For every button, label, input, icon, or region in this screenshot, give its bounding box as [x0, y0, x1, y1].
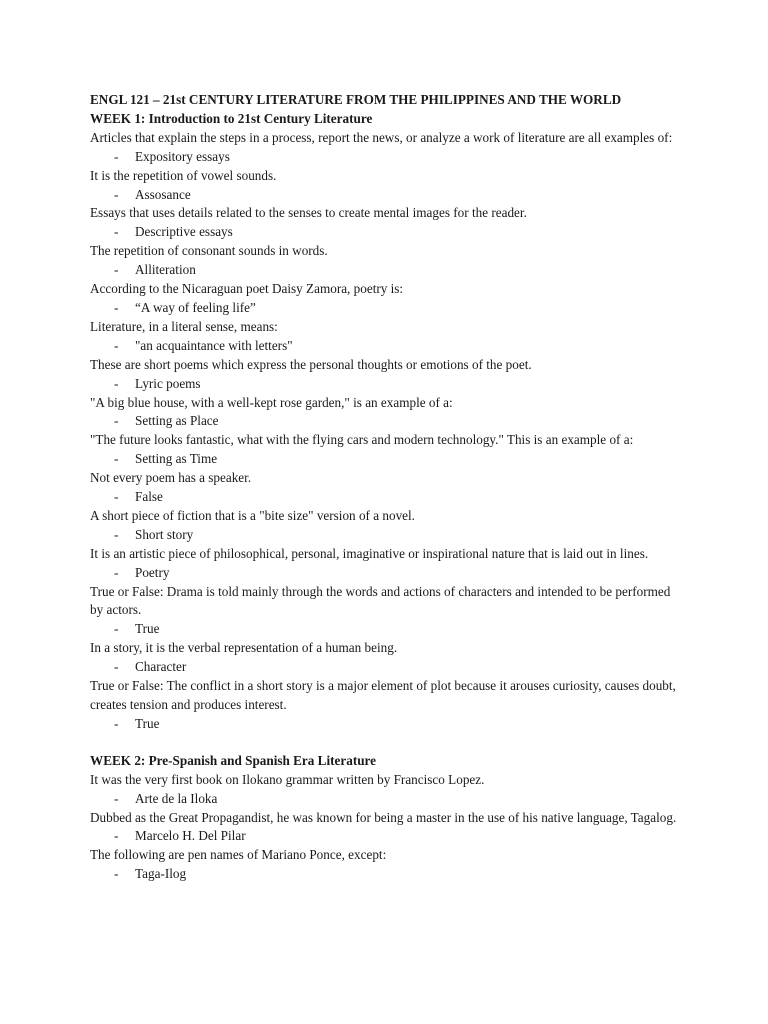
answer-item: [90, 261, 680, 280]
answer-text: Short story: [135, 526, 194, 542]
bullet-dash: -: [114, 621, 119, 637]
question-text: "A big blue house, with a well-kept rose garden," is an example of a:: [90, 394, 453, 410]
answer-text: Alliteration: [135, 262, 196, 278]
answer-text: True: [135, 715, 160, 731]
week-section: [90, 752, 680, 884]
answer-text: Descriptive essays: [135, 224, 233, 240]
answer-item: [90, 865, 680, 884]
bullet-dash: -: [114, 715, 119, 731]
question-text: Not every poem has a speaker.: [90, 470, 252, 486]
answer-text: Poetry: [135, 564, 170, 580]
question-text: The following are pen names of Mariano Ponce, except:: [90, 847, 387, 863]
question-text: A short piece of fiction that is a "bite size" version of a novel.: [90, 507, 415, 523]
answer-text: False: [135, 489, 163, 505]
bullet-dash: -: [114, 262, 119, 278]
answer-text: Assosance: [135, 186, 191, 202]
question-text: Essays that uses details related to the senses to create mental images for the reader.: [90, 205, 527, 221]
question-text: It was the very first book on Ilokano grammar written by Francisco Lopez.: [90, 771, 485, 787]
bullet-dash: -: [114, 451, 119, 467]
answer-item: [90, 299, 680, 318]
answer-item: [90, 620, 680, 639]
week-heading: WEEK 1: Introduction to 21st Century Literature: [90, 110, 373, 126]
bullet-dash: -: [114, 564, 119, 580]
answer-text: Character: [135, 659, 187, 675]
question-text: True or False: The conflict in a short story is a major element of plot because it arouses curiosity, causes doubt, creates tension and produces interest.: [90, 678, 676, 712]
bullet-dash: -: [114, 828, 119, 844]
answer-item: [90, 715, 680, 734]
document-page: [90, 91, 680, 884]
answer-item: [90, 375, 680, 394]
question-text: According to the Nicaraguan poet Daisy Zamora, poetry is:: [90, 281, 404, 297]
answer-text: Lyric poems: [135, 375, 201, 391]
week-sections: [90, 110, 680, 884]
question-text: It is an artistic piece of philosophical, personal, imaginative or inspirational nature that is laid out in lines.: [90, 545, 649, 561]
answer-item: [90, 186, 680, 205]
bullet-dash: -: [114, 148, 119, 164]
answer-text: Marcelo H. Del Pilar: [135, 828, 246, 844]
bullet-dash: -: [114, 375, 119, 391]
answer-text: Arte de la Iloka: [135, 790, 218, 806]
question-text: These are short poems which express the personal thoughts or emotions of the poet.: [90, 356, 532, 372]
week-section: [90, 110, 680, 734]
answer-item: [90, 337, 680, 356]
question-text: The repetition of consonant sounds in words.: [90, 243, 328, 259]
answer-text: “A way of feeling life”: [135, 299, 256, 315]
bullet-dash: -: [114, 659, 119, 675]
week-heading: WEEK 2: Pre-Spanish and Spanish Era Literature: [90, 752, 377, 768]
answer-item: [90, 658, 680, 677]
bullet-dash: -: [114, 489, 119, 505]
answer-text: Expository essays: [135, 148, 230, 164]
question-text: Articles that explain the steps in a process, report the news, or analyze a work of literature are all examples of:: [90, 129, 673, 145]
question-text: Literature, in a literal sense, means:: [90, 318, 278, 334]
question-text: In a story, it is the verbal representation of a human being.: [90, 640, 398, 656]
answer-text: Setting as Place: [135, 413, 219, 429]
question-text: It is the repetition of vowel sounds.: [90, 167, 277, 183]
answer-item: [90, 450, 680, 469]
answer-item: [90, 564, 680, 583]
bullet-dash: -: [114, 790, 119, 806]
answer-item: [90, 148, 680, 167]
question-text: Dubbed as the Great Propagandist, he was known for being a master in the use of his native language, Tagalog.: [90, 809, 677, 825]
answer-item: [90, 827, 680, 846]
answer-item: [90, 223, 680, 242]
answer-text: Setting as Time: [135, 451, 218, 467]
bullet-dash: -: [114, 526, 119, 542]
answer-text: Taga-Ilog: [135, 866, 187, 882]
answer-item: [90, 526, 680, 545]
answer-text: True: [135, 621, 160, 637]
bullet-dash: -: [114, 186, 119, 202]
question-text: True or False: Drama is told mainly through the words and actions of characters and intended to be performed by actors.: [90, 583, 671, 618]
bullet-dash: -: [114, 299, 119, 315]
bullet-dash: -: [114, 337, 119, 353]
document-title: ENGL 121 – 21st CENTURY LITERATURE FROM THE PHILIPPINES AND THE WORLD: [90, 92, 622, 107]
answer-item: [90, 488, 680, 507]
bullet-dash: -: [114, 413, 119, 429]
question-text: "The future looks fantastic, what with the flying cars and modern technology." This is an example of a:: [90, 432, 634, 448]
answer-item: [90, 790, 680, 809]
answer-text: "an acquaintance with letters": [135, 337, 293, 353]
bullet-dash: -: [114, 224, 119, 240]
bullet-dash: -: [114, 866, 119, 882]
answer-item: [90, 412, 680, 431]
